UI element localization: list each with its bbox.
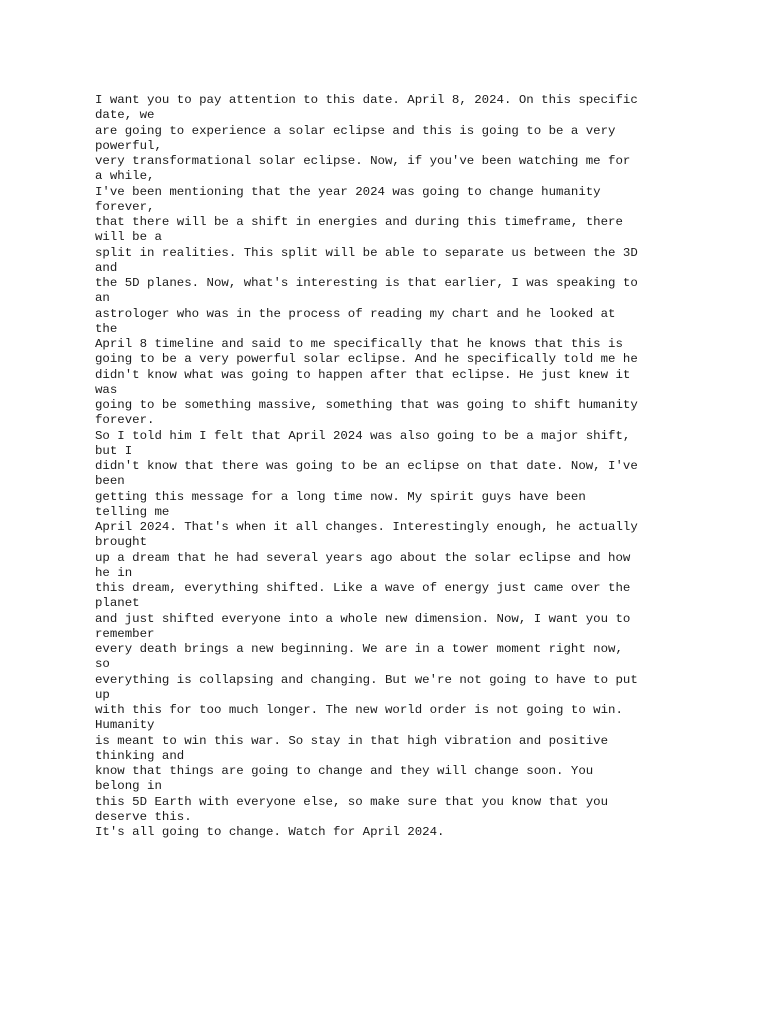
text-line: this 5D Earth with everyone else, so make sure that you know that you [95,794,609,809]
text-line: date, we [95,108,155,123]
text-line: powerful, [95,138,162,153]
text-line: and [95,260,118,275]
text-line: planet [95,596,140,611]
text-line: everything is collapsing and changing. But we're not going to have to put [95,672,638,687]
text-line: are going to experience a solar eclipse and this is going to be a very [95,123,616,138]
text-line: remember [95,626,155,641]
text-line: getting this message for a long time now. My spirit guys have been [95,489,586,504]
text-line: up a dream that he had several years ago about the solar eclipse and how [95,550,631,565]
text-line: is meant to win this war. So stay in that high vibration and positive [95,733,609,748]
text-line: April 2024. That's when it all changes. Interestingly enough, he actually [95,520,638,534]
text-line: Humanity [95,718,155,733]
text-line: so [95,657,110,672]
text-line: astrologer who was in the process of reading my chart and he looked at [95,306,616,321]
text-line: forever, [95,199,155,214]
text-line: the 5D planes. Now, what's interesting is that earlier, I was speaking to [95,276,638,290]
text-line: I've been mentioning that the year 2024 was going to change humanity [95,184,601,199]
text-line: every death brings a new beginning. We are in a tower moment right now, [95,642,623,656]
text-line: April 8 timeline and said to me specifically that he knows that this is [95,337,623,351]
transcript-text [95,93,695,840]
text-line: this dream, everything shifted. Like a wave of energy just came over the [95,581,631,595]
text-line: been [95,474,125,489]
text-line: going to be something massive, something that was going to shift humanity [95,398,638,412]
text-line: know that things are going to change and they will change soon. You [95,764,594,778]
text-line: was [95,382,118,397]
text-line: very transformational solar eclipse. Now, if you've been watching me for [95,154,631,168]
text-line: It's all going to change. Watch for April 2024. [95,825,445,839]
text-line: I want you to pay attention to this date. April 8, 2024. On this specific [95,93,638,107]
text-line: up [95,687,110,702]
text-line: thinking and [95,748,185,763]
text-line: he in [95,565,133,580]
text-line: didn't know that there was going to be an eclipse on that date. Now, I've [95,459,638,473]
text-line: telling me [95,504,170,519]
text-line: brought [95,535,148,550]
text-line: deserve this. [95,809,192,824]
text-line: going to be a very powerful solar eclipse. And he specifically told me he [95,352,638,367]
text-line: an [95,291,110,306]
text-line: belong in [95,779,162,794]
text-line: So I told him I felt that April 2024 was also going to be a major shift, [95,428,631,443]
text-line: split in realities. This split will be able to separate us between the 3D [95,245,638,260]
text-line: that there will be a shift in energies and during this timeframe, there [95,215,623,229]
text-line: and just shifted everyone into a whole new dimension. Now, I want you to [95,611,631,626]
text-line: the [95,321,118,336]
text-line: didn't know what was going to happen after that eclipse. He just knew it [95,367,631,382]
text-line: forever. [95,413,155,428]
text-line: but I [95,443,133,458]
text-line: a while, [95,169,155,184]
text-line: will be a [95,230,162,245]
text-line: with this for too much longer. The new world order is not going to win. [95,703,623,717]
